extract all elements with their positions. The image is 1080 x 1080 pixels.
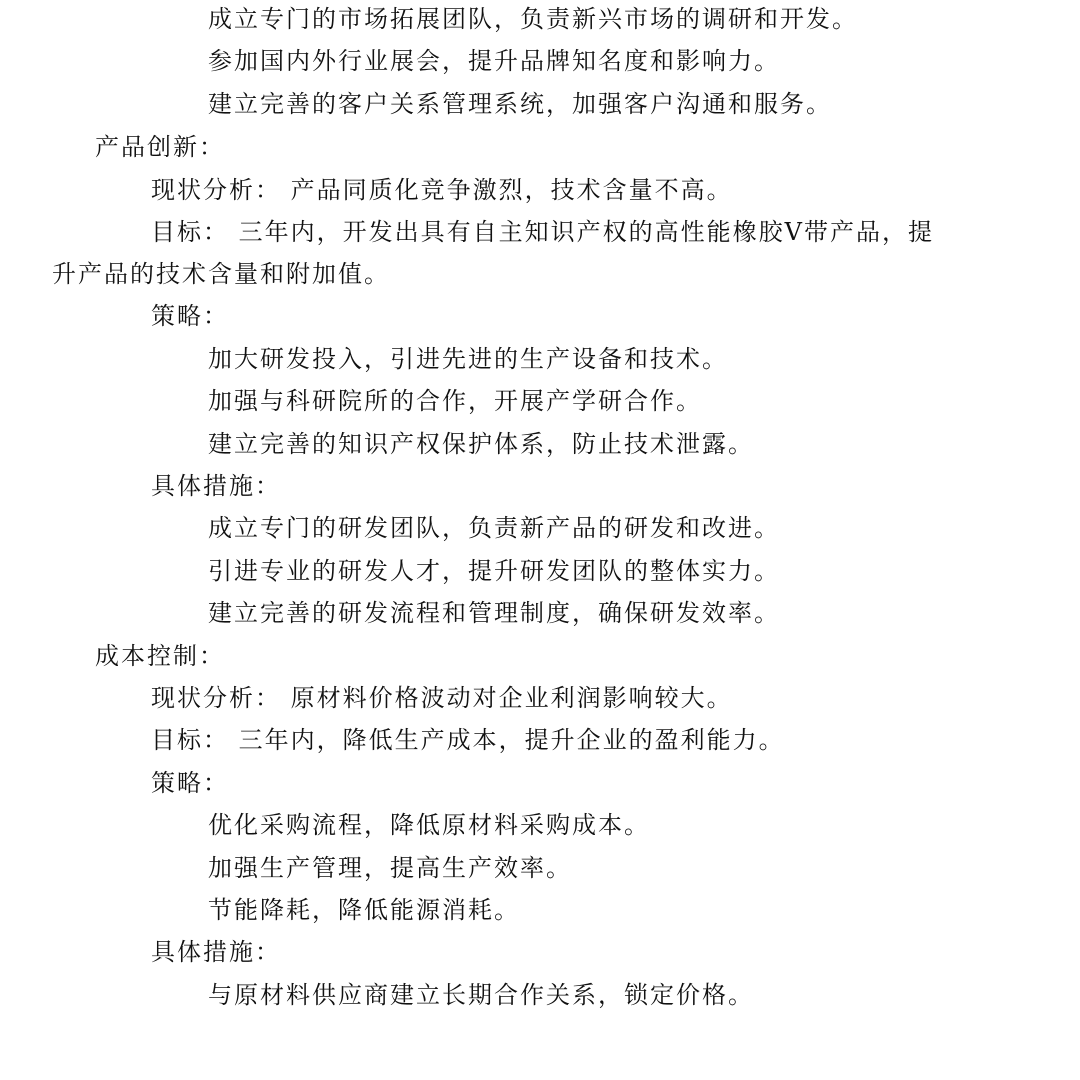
section-heading-cost-control: 成本控制： bbox=[95, 642, 225, 670]
product-measure-1: 成立专门的研发团队，负责新产品的研发和改进。 bbox=[208, 514, 780, 542]
cost-strategy-2: 加强生产管理，提高生产效率。 bbox=[208, 854, 572, 882]
market-measure-1: 成立专门的市场拓展团队，负责新兴市场的调研和开发。 bbox=[208, 5, 858, 33]
cost-strategy-label: 策略： bbox=[151, 769, 229, 797]
section-heading-product-innovation: 产品创新： bbox=[95, 133, 225, 161]
product-measure-3: 建立完善的研发流程和管理制度，确保研发效率。 bbox=[208, 599, 780, 627]
product-measure-2: 引进专业的研发人才，提升研发团队的整体实力。 bbox=[208, 557, 780, 585]
product-strategy-3: 建立完善的知识产权保护体系，防止技术泄露。 bbox=[208, 430, 754, 458]
product-measures-label: 具体措施： bbox=[151, 472, 281, 500]
cost-strategy-3: 节能降耗，降低能源消耗。 bbox=[208, 896, 520, 924]
product-strategy-1: 加大研发投入，引进先进的生产设备和技术。 bbox=[208, 345, 728, 373]
cost-goal: 目标： 三年内，降低生产成本，提升企业的盈利能力。 bbox=[151, 726, 785, 754]
market-measure-3: 建立完善的客户关系管理系统，加强客户沟通和服务。 bbox=[208, 90, 832, 118]
product-goal-line-1: 目标： 三年内，开发出具有自主知识产权的高性能橡胶Ⅴ带产品，提 bbox=[151, 218, 934, 246]
product-strategy-2: 加强与科研院所的合作，开展产学研合作。 bbox=[208, 387, 702, 415]
product-goal-line-2: 升产品的技术含量和附加值。 bbox=[52, 260, 390, 288]
cost-status-analysis: 现状分析： 原材料价格波动对企业利润影响较大。 bbox=[151, 684, 733, 712]
market-measure-2: 参加国内外行业展会，提升品牌知名度和影响力。 bbox=[208, 47, 780, 75]
cost-strategy-1: 优化采购流程，降低原材料采购成本。 bbox=[208, 811, 650, 839]
cost-measures-label: 具体措施： bbox=[151, 938, 281, 966]
cost-measure-1: 与原材料供应商建立长期合作关系，锁定价格。 bbox=[208, 981, 754, 1009]
product-status-analysis: 现状分析： 产品同质化竞争激烈，技术含量不高。 bbox=[151, 176, 733, 204]
product-strategy-label: 策略： bbox=[151, 302, 229, 330]
